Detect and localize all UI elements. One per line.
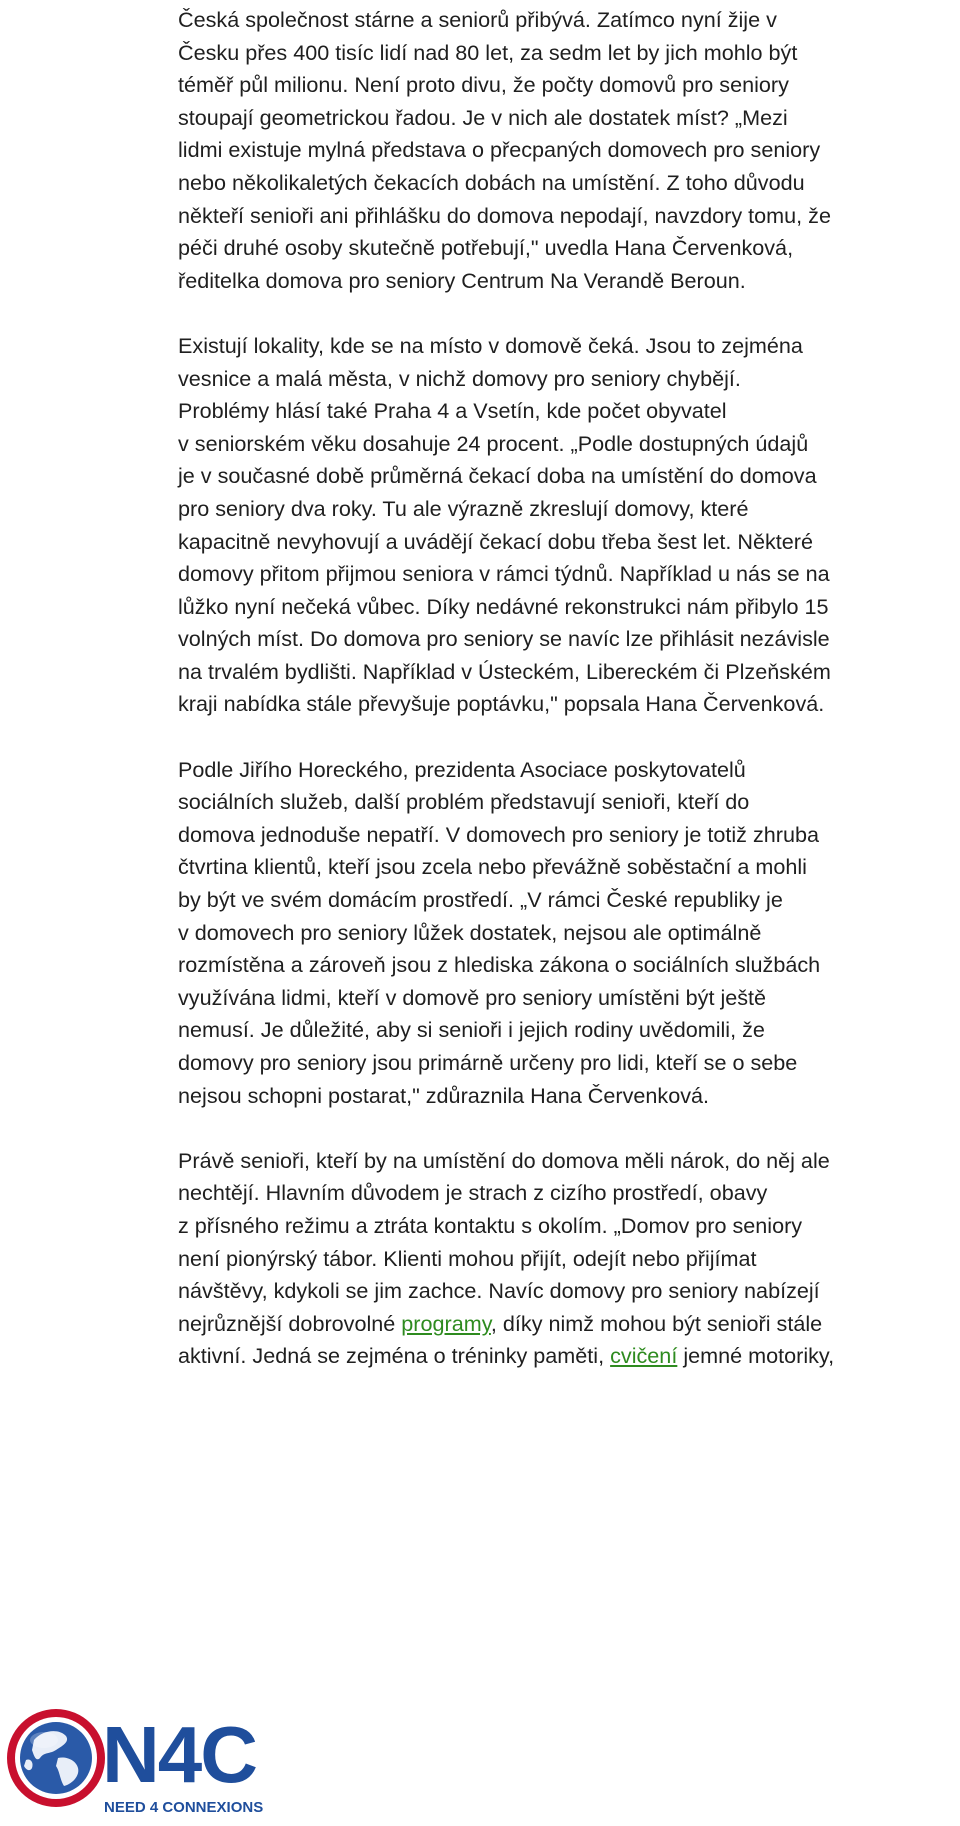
globe-icon [7, 1709, 105, 1807]
paragraph-4 [178, 1145, 960, 1373]
link-cviceni[interactable]: cvičení [610, 1343, 678, 1369]
text-segment: aktivní. Jedná se zejména o tréninky paměti, [178, 1343, 611, 1369]
text-line: nebo několikaletých čekacích dobách na umístění. Z toho důvodu [178, 169, 805, 195]
text-line: by být ve svém domácím prostředí. „V rámci České republiky je [178, 887, 783, 913]
text-line: domovy pro seniory jsou primárně určeny pro lidi, kteří se o sebe [178, 1050, 798, 1075]
text-line: Problémy hlásí také Praha 4 a Vsetín, kde počet obyvatel [178, 398, 727, 424]
text-line: lůžko nyní nečeká vůbec. Díky nedávné rekonstrukci nám přibylo 15 [178, 593, 829, 619]
text-line: na trvalém bydlišti. Například v Ústeckém, Libereckém či Plzeňském [178, 658, 831, 684]
link-programy[interactable]: programy [401, 1310, 491, 1336]
text-line: Podle Jiřího Horeckého, prezidenta Asociace poskytovatelů [178, 756, 746, 782]
text-line: nejsou schopni postarat," zdůraznila Hana Červenková. [178, 1082, 710, 1108]
text-line: někteří senioři ani přihlášku do domova nepodají, navzdory tomu, že [178, 202, 831, 228]
text-line: lidmi existuje mylná představa o přecpaných domovech pro seniory [178, 137, 821, 163]
text-segment: nejrůznější dobrovolné [178, 1310, 402, 1336]
text-line: návštěvy, kdykoli se jim zachce. Navíc domovy pro seniory nabízejí [178, 1278, 820, 1304]
text-line: nemusí. Je důležité, aby si senioři i jejich rodiny uvědomili, že [178, 1017, 765, 1043]
text-line: kraji nabídka stále převyšuje poptávku," popsala Hana Červenková. [178, 691, 825, 717]
text-line: je v současné době průměrná čekací doba na umístění do domova [178, 463, 817, 489]
text-line: téměř půl milionu. Není proto divu, že počty domovů pro seniory [178, 72, 789, 98]
text-line: v domovech pro seniory lůžek dostatek, nejsou ale optimálně [178, 919, 762, 945]
paragraph-1 [178, 4, 960, 297]
text-line: v seniorském věku dosahuje 24 procent. „Podle dostupných údajů [178, 430, 809, 456]
text-line: volných míst. Do domova pro seniory se navíc lze přihlásit nezávisle [178, 626, 830, 652]
text-line: Česku přes 400 tisíc lidí nad 80 let, za sedm let by jich mohlo být [178, 39, 798, 65]
text-line: domovy přitom přijmou seniora v rámci týdnů. Například u nás se na [178, 561, 830, 587]
text-line: Právě senioři, kteří by na umístění do domova měli nárok, do něj ale [178, 1147, 830, 1173]
text-segment: jemné motoriky, [677, 1343, 835, 1369]
text-line: rozmístěna a zároveň jsou z hlediska zákona o sociálních službách [178, 952, 821, 978]
logo-mark: N4C [102, 1710, 257, 1799]
text-line-with-link [178, 1340, 960, 1373]
text-line: využívána lidmi, kteří v domově pro seniory umístěni být ještě [178, 984, 767, 1010]
text-line: z přísného režimu a ztráta kontaktu s okolím. „Domov pro seniory [178, 1212, 803, 1238]
paragraph-3 [178, 754, 960, 1113]
text-line: stoupají geometrickou řadou. Je v nich ale dostatek míst? „Mezi [178, 104, 788, 130]
text-line: péči druhé osoby skutečně potřebují," uvedla Hana Červenková, [178, 235, 794, 261]
text-line: Česká společnost stárne a seniorů přibývá. Zatímco nyní žije v [178, 7, 777, 32]
text-line: ředitelka domova pro seniory Centrum Na Verandě Beroun. [178, 267, 746, 293]
text-line: domova jednoduše nepatří. V domovech pro seniory je totiž zhruba [178, 821, 819, 847]
text-line: vesnice a malá města, v nichž domovy pro seniory chybějí. [178, 365, 741, 391]
text-line: kapacitně nevyhovují a uvádějí čekací dobu třeba šest let. Některé [178, 528, 813, 554]
text-line: Existují lokality, kde se na místo v domově čeká. Jsou to zejména [178, 332, 803, 358]
logo-tagline: NEED 4 CONNEXIONS [104, 1799, 264, 1816]
text-line: sociálních služeb, další problém představují senioři, kteří do [178, 789, 750, 815]
text-line: pro seniory dva roky. Tu ale výrazně zkreslují domovy, které [178, 495, 749, 521]
text-line: nechtějí. Hlavním důvodem je strach z cizího prostředí, obavy [178, 1180, 768, 1206]
paragraph-2 [178, 330, 960, 721]
text-line: není pionýrský tábor. Klienti mohou přijít, odejít nebo přijímat [178, 1245, 757, 1271]
text-line-with-link [178, 1308, 960, 1341]
text-line: čtvrtina klientů, kteří jsou zcela nebo převážně soběstační a mohli [178, 854, 807, 880]
n4c-logo [4, 1700, 324, 1820]
article-body [178, 4, 960, 1406]
text-segment: , díky nimž mohou být senioři stále [490, 1310, 823, 1336]
